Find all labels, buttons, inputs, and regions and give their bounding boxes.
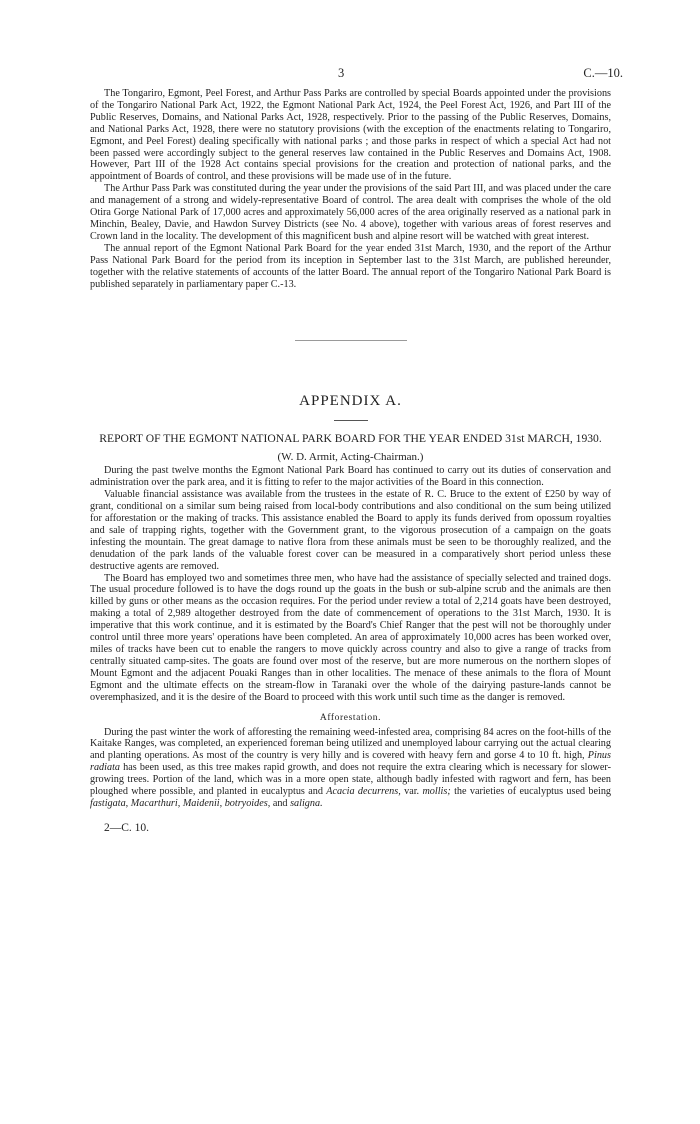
page-number: 3	[338, 66, 345, 80]
sheet-reference: 2—C. 10.	[104, 821, 150, 834]
species-name: Pinus radiata	[90, 750, 611, 774]
title-underline	[334, 420, 368, 421]
species-name: fastigata, Macarthuri, Maidenii, botryoides,	[90, 797, 271, 809]
section-divider	[295, 340, 407, 341]
species-name: saligna.	[290, 797, 323, 809]
report-title: REPORT OF THE EGMONT NATIONAL PARK BOARD FOR THE YEAR ENDED 31st MARCH, 1930.	[99, 432, 602, 446]
intro-section	[90, 88, 611, 290]
appendix-title: APPENDIX A.	[299, 393, 402, 410]
text-run: the varieties of eucalyptus used being	[450, 786, 612, 798]
document-reference: C.—10.	[583, 66, 623, 80]
document-page	[90, 66, 623, 834]
text-run: has been used, as this tree makes rapid growth, and does not require the extra clearing which is necessary for slower-growing trees. Portion of the land, which was in a more open state, although badly infested with ragwort and fern, has been ploughed where possible, and planted in eucalyptus and	[90, 762, 611, 798]
afforestation-paragraph	[90, 727, 611, 810]
report-paragraph: Valuable financial assistance was available from the trustees in the estate of R. C. Bruce to the extent of £250 by way of grant, conditional on a similar sum being raised from local-body contributions and also conditional on the sum being utilized for afforestation or the making of tracks. This assistance enabled the Board to apply its funds derived from opossum royalties and sale of trapping rights, together with the Government grant, to the vigorous prosecution of a campaign on the goats infesting the mountain. The great damage to native flora from these animals must be seen to be thoroughly realized, and the denudation of the park lands of the valuable forest cover can be measured in a comparatively short period unless these destructive agents are removed.	[90, 489, 611, 572]
report-paragraph: During the past twelve months the Egmont National Park Board has continued to carry out its duties of conservation and administration over the park area, and it is fitting to refer to the major activities of the Board in this connection.	[90, 465, 611, 489]
text-run: During the past winter the work of afforesting the remaining weed-infested area, comprising 84 acres on the foot-hills of the Kaitake Ranges, was completed, an experienced foreman being utilized and unemployed labour carrying out the actual clearing and planting operations. As most of the country is very hilly and is covered with heavy fern and gorse 4 to 10 ft. high,	[90, 726, 611, 762]
report-body	[90, 465, 611, 703]
page-header	[90, 66, 623, 88]
text-run: var.	[400, 786, 423, 798]
report-byline: (W. D. Armit, Acting-Chairman.)	[277, 451, 424, 464]
report-paragraph: The Board has employed two and sometimes three men, who have had the assistance of specially selected and trained dogs. The usual procedure followed is to have the dogs round up the goats in the bush or sub-alpine scrub and the animals are then killed by guns or other means as the occasion requires. For the period under review a total of 2,214 goats have been destroyed, making a total of 2,989 altogether destroyed from the date of commencement of operations to the 31st March, 1930. It is imperative that this work continue, and it is estimated by the Board's Chief Ranger that the pest will not be thoroughly under control until three more years' operations have been completed. An area of approximately 10,000 acres has been worked over, miles of tracks have been cut to enable the rangers to move quickly across country and also to give a range of tracks from centrally situated camp-sites. The goats are found over most of the reserve, but are more numerous on the northern slopes of Mount Egmont and the adjacent Pouaki Ranges than in other localities. The menace of these animals to the flora of Mount Egmont and the ultimate effects on the stream-flow in Taranaki over the whole of the dairying pasture-lands cannot be overemphasized, and it is the desire of the Board to proceed with this work until such time as the danger is removed.	[90, 572, 611, 703]
species-name: mollis;	[422, 786, 451, 798]
intro-paragraph: The Tongariro, Egmont, Peel Forest, and Arthur Pass Parks are controlled by special Boards appointed under the provisions of the Tongariro National Park Act, 1922, the Egmont National Park Act, 1924, the Peel Forest Act, 1926, and Part III of the Public Reserves, Domains, and National Parks Act, 1928, respectively. Prior to the passing of the Public Reserves, Domains, and National Parks Act, 1928, there were no statutory provisions (with the exception of the enactments relating to Tongariro, Egmont, and Peel Forest) dealing specifically with national parks ; and those parks in respect of which a special Act had not been passed were accordingly subject to the general reserves law contained in the Public Reserves and Domains Act, 1908. However, Part III of the 1928 Act contains special provisions for the creation and protection of national parks, and the appointment of Boards of control, and these provisions will be made use of in the future.	[90, 88, 611, 183]
section-heading-afforestation: Afforestation.	[319, 712, 382, 723]
intro-paragraph: The Arthur Pass Park was constituted during the year under the provisions of the said Part III, and was placed under the care and management of a strong and widely-representative Board of control. The area dealt with comprises the whole of the old Otira Gorge National Park of 17,000 acres and approximately 56,000 acres of the area originally reserved as a national park in Minchin, Bealey, Davie, and Hawdon Survey Districts (see No. 4 above), together with various areas of forest reserves and Crown land in the locality. The development of this magnificent bush and alpine resort will be watched with great interest.	[90, 183, 611, 242]
intro-paragraph: The annual report of the Egmont National Park Board for the year ended 31st March, 1930, and the report of the Arthur Pass National Park Board for the period from its inception in September last to the 31st March, are published hereunder, together with the relative statements of accounts of the latter Board. The annual report of the Tongariro National Park Board is published separately in parliamentary paper C.-13.	[90, 242, 611, 290]
text-run: and	[270, 797, 291, 809]
species-name: Acacia decurrens,	[326, 786, 401, 798]
